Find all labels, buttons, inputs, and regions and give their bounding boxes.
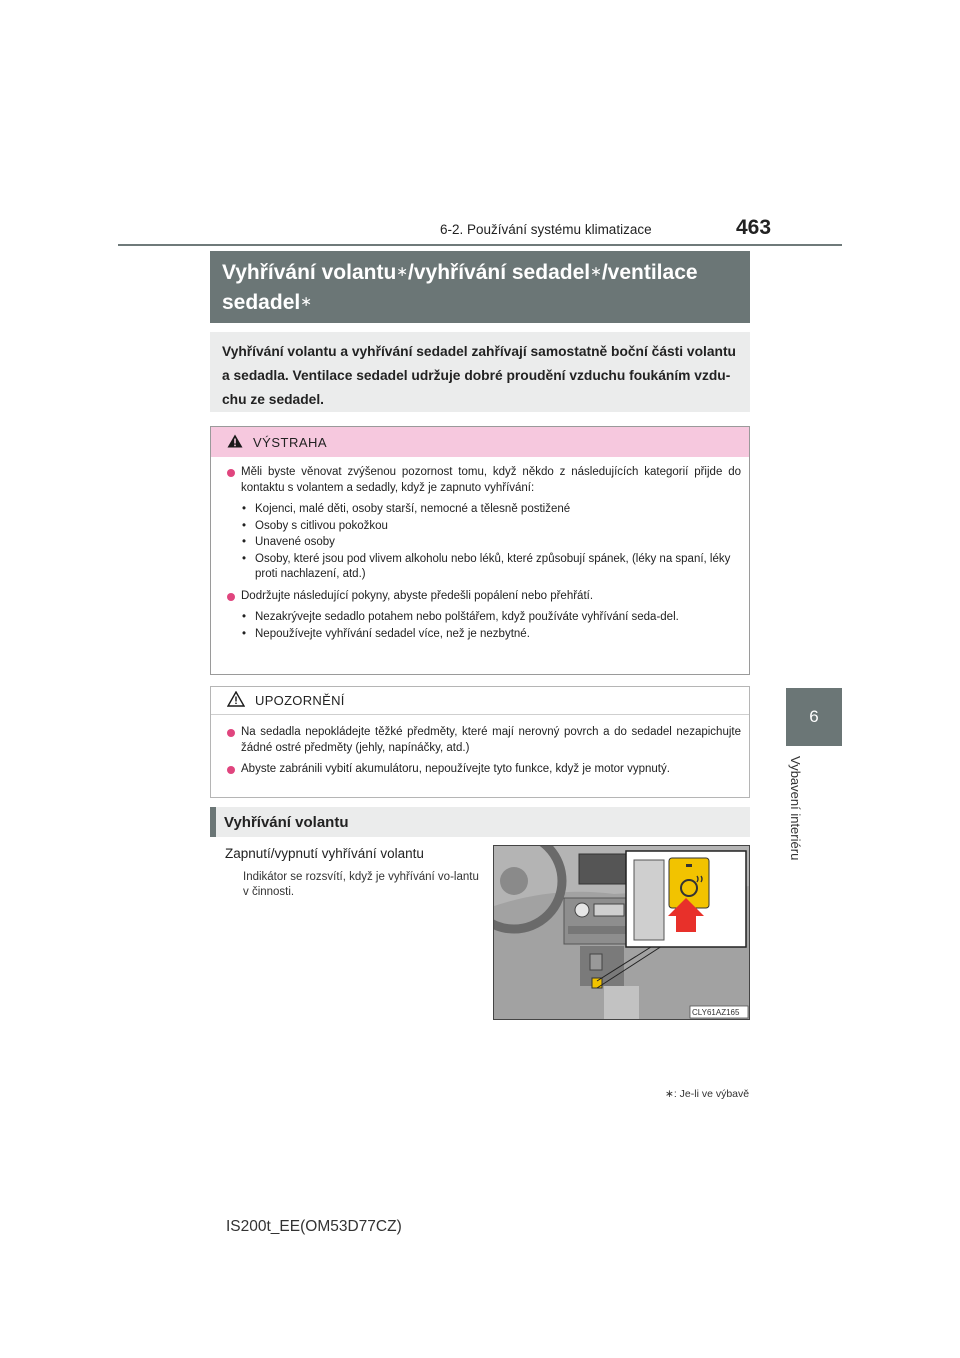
caution-box	[210, 686, 750, 798]
list-item: • Osoby, které jsou pod vlivem alkoholu nebo léků, které způsobují spánek, (léky na spaní, léky proti nachlazení, atd.)	[242, 552, 731, 580]
page-title: Vyhřívání volantu∗/vyhřívání sedadel∗/ventilace sedadel∗	[210, 251, 750, 323]
footnote: ∗: Je-li ve výbavě	[665, 1088, 750, 1100]
page-number: 463	[736, 216, 772, 239]
chapter-tab	[786, 688, 842, 746]
list-item: • Nepoužívejte vyhřívání sedadel více, než je nezbytné.	[242, 627, 530, 640]
section-heading: Vyhřívání volantu	[210, 807, 750, 837]
dashboard-illustration	[493, 845, 750, 1020]
model-code: IS200t_EE(OM53D77CZ)	[226, 1218, 402, 1235]
asterisk-mark: ∗	[300, 293, 312, 309]
asterisk-mark: ∗	[590, 263, 602, 279]
asterisk-mark: ∗	[396, 263, 408, 279]
running-header-section: 6-2. Používání systému klimatizace	[440, 222, 652, 237]
warning-triangle-icon	[227, 434, 243, 451]
step-title: Zapnutí/vypnutí vyhřívání volantu	[225, 846, 424, 861]
caution-triangle-icon	[227, 691, 245, 710]
header-rule	[118, 244, 842, 246]
caution-header: UPOZORNĚNÍ	[211, 687, 749, 715]
warning-box	[210, 426, 750, 675]
warning-bullet: Měli byste věnovat zvýšenou pozornost tomu, když někdo z následujících kategorií přijde do kontaktu s volantem a sedadly, když je zapnuto vyhřívání:	[227, 465, 741, 496]
list-item: • Nezakrývejte sedadlo potahem nebo polštářem, když používáte vyhřívání seda-del.	[242, 611, 679, 623]
caution-bullet: Na sedadla nepokládejte těžké předměty, které mají nerovný povrch a do sedadel nezapichujte žádné ostré předměty (jehly, napínáčky, atd.)	[227, 725, 741, 756]
warning-header: VÝSTRAHA	[211, 427, 749, 457]
chapter-number: 6	[809, 707, 819, 726]
step-note: Indikátor se rozsvítí, když je vyhřívání vo-lantu v činnosti.	[243, 871, 479, 898]
intro-text: Vyhřívání volantu a vyhřívání sedadel zahřívají samostatně boční části volantu a sedadla. Ventilace sedadel udržuje dobré proudění vzduchu foukáním vzdu-chu ze sedadel.	[210, 332, 750, 412]
warning-bullet: Dodržujte následující pokyny, abyste předešli popálení nebo přehřátí.	[227, 589, 741, 605]
figure-code: CLY61AZ165	[692, 1008, 740, 1017]
list-item: • Unavené osoby	[242, 536, 335, 548]
list-item: • Kojenci, malé děti, osoby starší, nemocné a tělesně postižené	[242, 503, 571, 515]
list-item: • Osoby s citlivou pokožkou	[242, 519, 388, 532]
caution-bullet: Abyste zabránili vybití akumulátoru, nepoužívejte tyto funkce, když je motor vypnutý.	[227, 762, 741, 778]
chapter-label: Vybavení interiéru	[788, 756, 803, 861]
